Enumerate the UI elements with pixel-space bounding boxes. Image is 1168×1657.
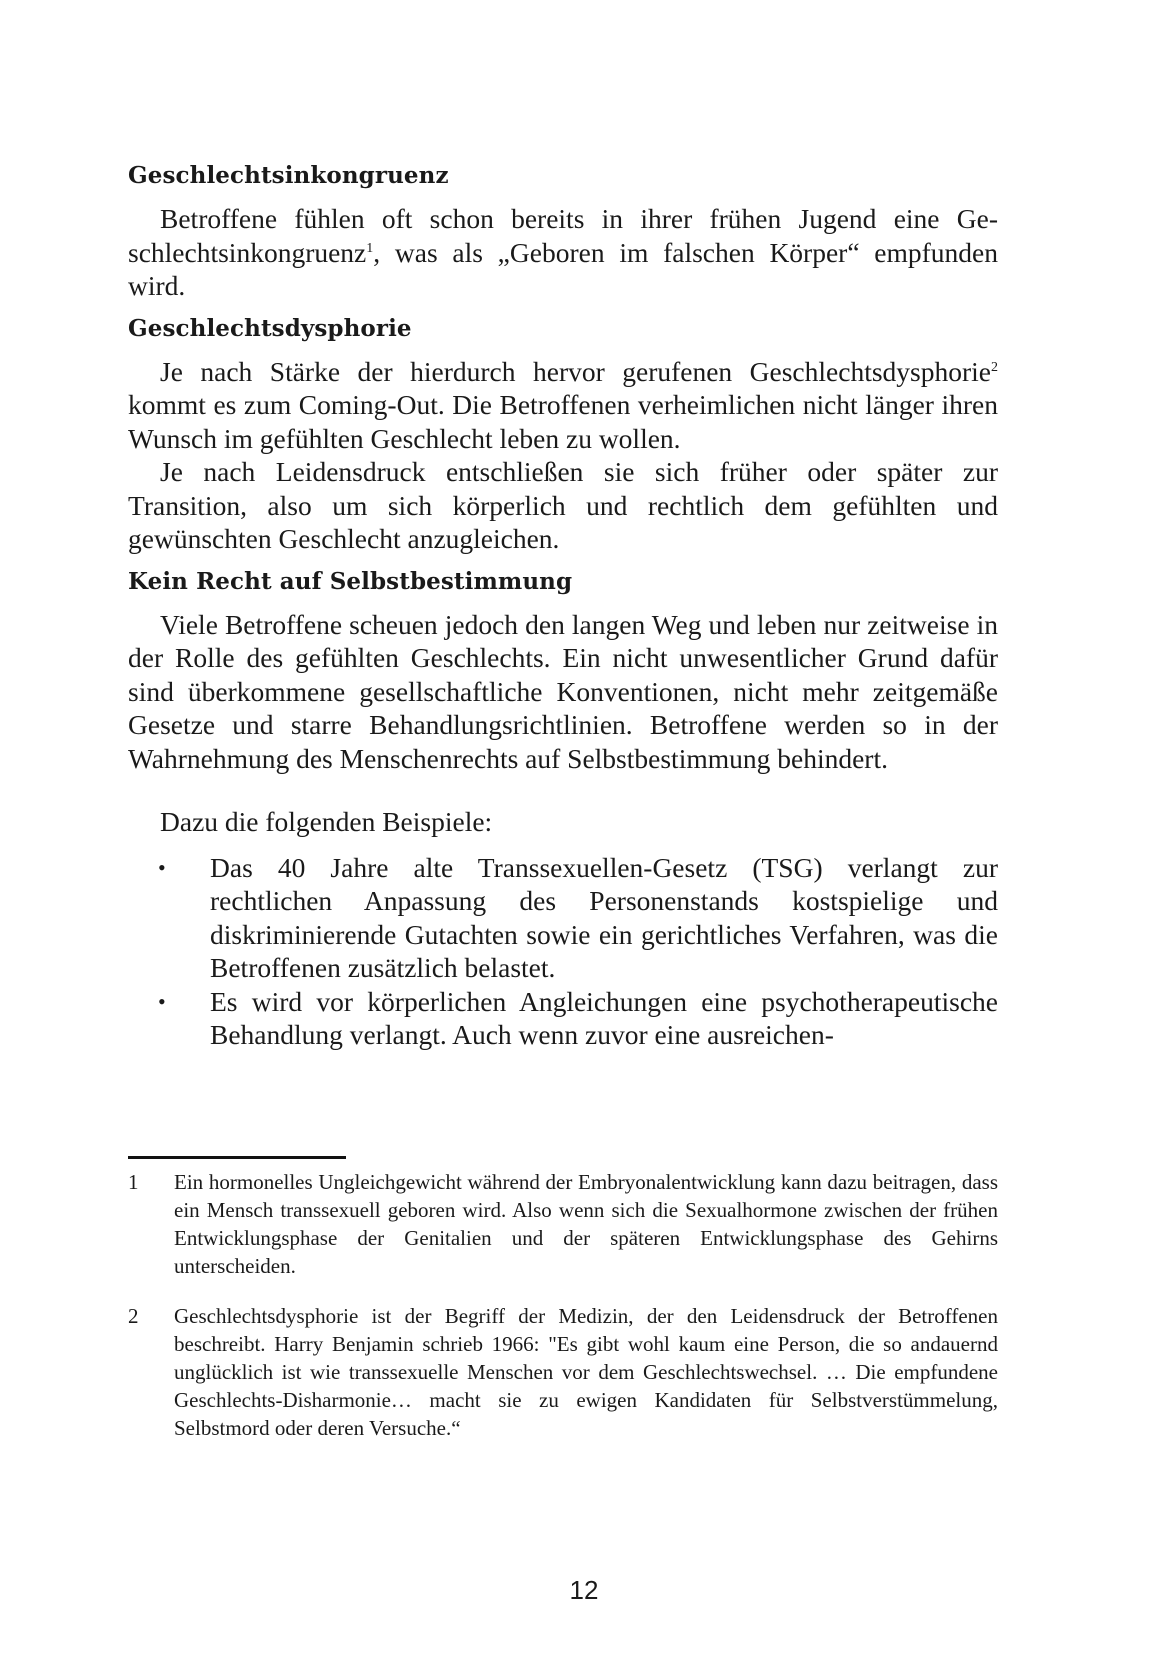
footnotes bbox=[128, 1168, 998, 1464]
footnote-text: Geschlechtsdysphorie ist der Begriff der Medizin, der den Leidensdruck der Betroffenen beschreibt. Harry Benjamin schrieb 1966: "Es gibt wohl kaum eine Person, die so andauernd unglücklich ist wie transsexuelle Menschen vor dem Geschlechtswechsel. … Die empfundene Geschlechts-Disharmonie… macht sie zu ewigen Kandidaten für Selbstverstümmelung, Selbstmord oder deren Versuche.“ bbox=[174, 1304, 998, 1440]
section-heading-geschlechtsdysphorie: Geschlechtsdysphorie bbox=[128, 314, 412, 342]
footnote-1 bbox=[128, 1168, 998, 1280]
paragraph-text: kommt es zum Coming-Out. Die Betroffenen verheimlichen nicht länger ihren Wunsch im gefühlten Geschlecht leben zu wollen. bbox=[128, 389, 998, 454]
paragraph-geschlechtsdysphorie-1 bbox=[128, 355, 998, 456]
paragraph-text: Je nach Stärke der hierdurch hervor gerufenen Geschlechtsdysphorie bbox=[160, 355, 991, 387]
examples-intro: Dazu die folgenden Beispiele: bbox=[160, 806, 493, 837]
list-item-text: Das 40 Jahre alte Transsexuellen-Gesetz (TSG) verlangt zur rechtlichen Anpassung des Personenstands kostspielige und diskriminierende Gutachten sowie ein gerichtliches Verfahren, was die Betroffenen zusätzlich belastet. bbox=[210, 851, 998, 983]
page-body bbox=[128, 160, 998, 1052]
footnote-text: Ein hormonelles Ungleichgewicht während der Embryonalentwicklung kann dazu beitragen, dass ein Mensch transsexuell geboren wird. Also wenn sich die Sexualhormone zwischen der frühen Entwicklungsphase der Genitalien und der späteren Entwicklungsphase des Gehirns unterscheiden. bbox=[174, 1170, 998, 1278]
footnote-ref-2[interactable]: 2 bbox=[991, 359, 998, 375]
list-item-text: Es wird vor körperlichen Angleichungen eine psychotherapeutische Behandlung verlangt. Auch wenn zuvor eine ausreichen- bbox=[210, 985, 998, 1050]
page-number: 12 bbox=[569, 1575, 599, 1605]
bullet-icon: • bbox=[158, 988, 166, 1014]
bullet-icon: • bbox=[158, 854, 166, 880]
footnote-2 bbox=[128, 1302, 998, 1442]
paragraph-text: , was als „Geboren im falschen Körper“ empfunden wird. bbox=[128, 236, 998, 301]
paragraph-selbstbestimmung: Viele Betroffene scheuen jedoch den langen Weg und leben nur zeitweise in der Rolle des gefühlten Geschlechts. Ein nicht unwesentlicher Grund dafür sind überkommene gesellschaftliche Konventionen, nicht mehr zeitgemäße Gesetze und starre Behandlungsrichtlinien. Betroffene werden so in der Wahrnehmung des Menschenrechts auf Selbstbestimmung behindert. bbox=[128, 608, 998, 774]
paragraph-geschlechtsinkongruenz bbox=[128, 202, 998, 303]
footnote-number: 2 bbox=[128, 1304, 139, 1328]
examples-list bbox=[128, 851, 998, 1052]
section-heading-geschlechtsinkongruenz: Geschlechtsinkongruenz bbox=[128, 162, 449, 189]
footnote-ref-1[interactable]: 1 bbox=[366, 240, 374, 256]
footnote-number: 1 bbox=[128, 1170, 139, 1194]
section-heading-selbstbestimmung: Kein Recht auf Selbstbestimmung bbox=[128, 567, 573, 595]
footnote-separator bbox=[128, 1156, 346, 1159]
paragraph-text: Betroffene fühlen oft schon bereits in ihrer frühen Jugend eine Geschlechtsinkongruenz bbox=[128, 203, 998, 268]
paragraph-geschlechtsdysphorie-2: Je nach Leidensdruck entschließen sie sich früher oder später zur Transition, also um sich körperlich und rechtlich dem gefühlten und gewünschten Geschlecht anzugleichen. bbox=[128, 456, 998, 554]
list-item bbox=[128, 851, 998, 985]
list-item bbox=[128, 985, 998, 1052]
